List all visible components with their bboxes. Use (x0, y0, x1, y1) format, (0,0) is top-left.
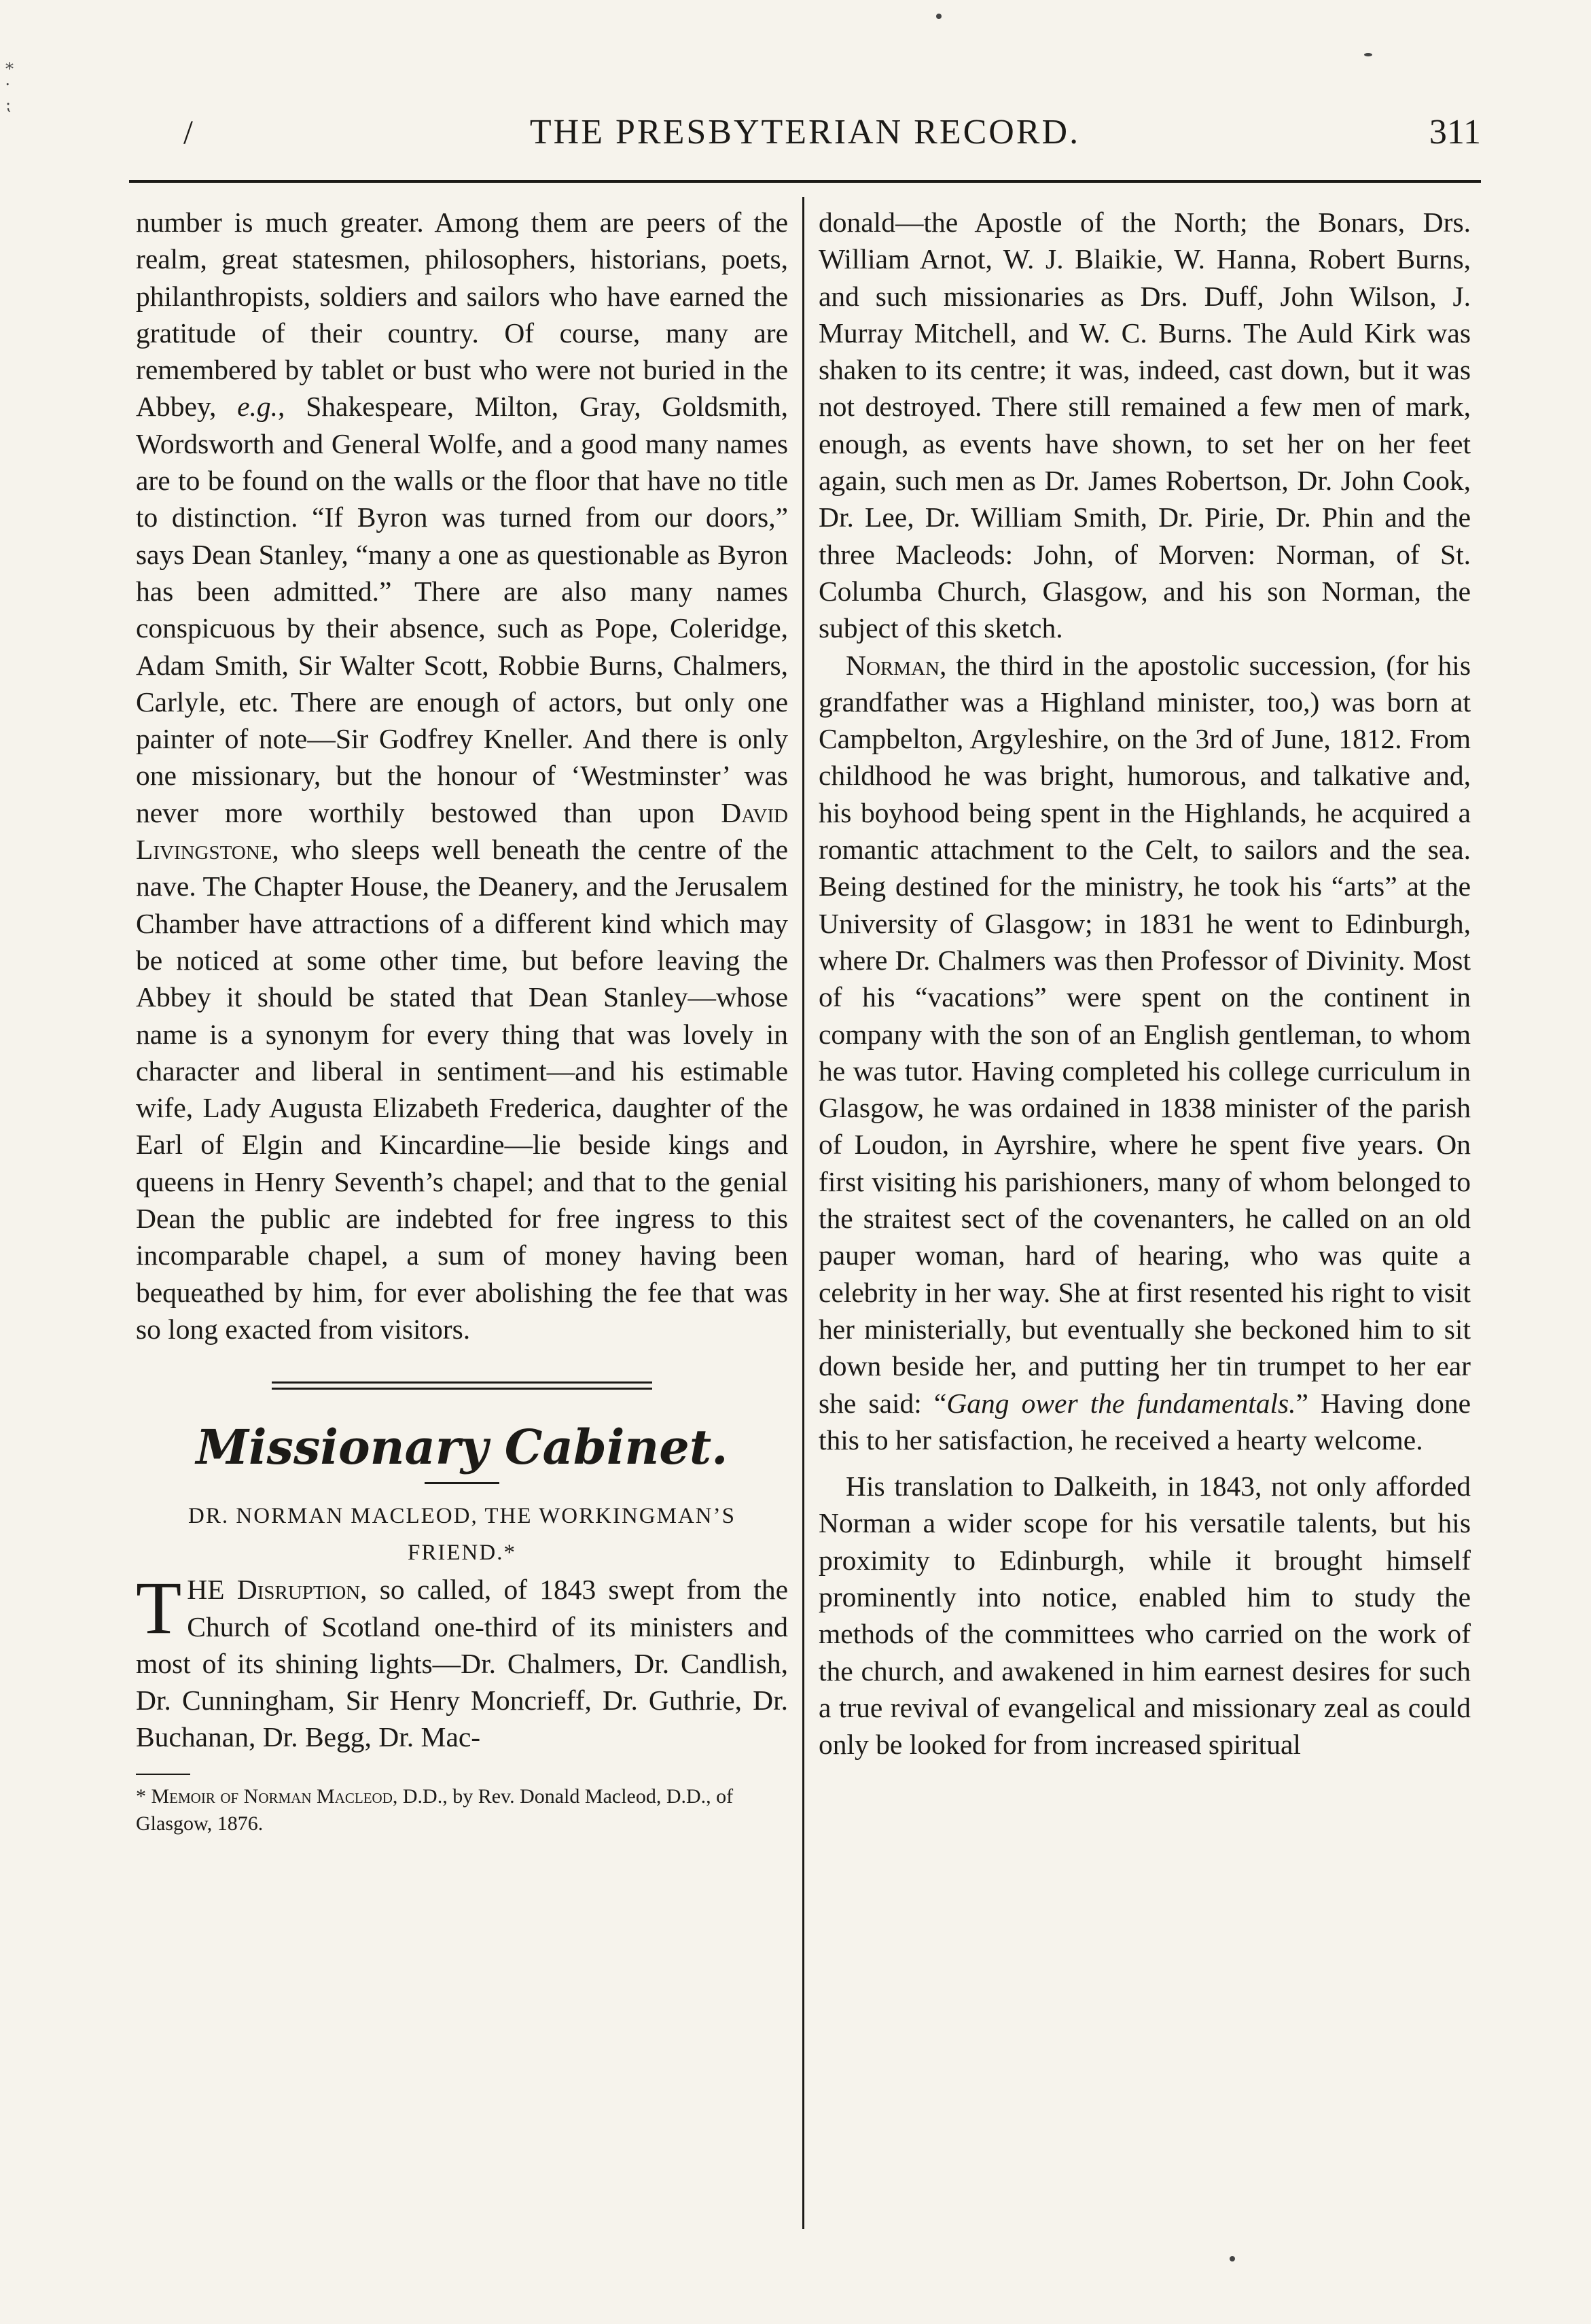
left-column (136, 204, 788, 1837)
article-paragraph: donald—the Apostle of the North; the Bonars, Drs. William Arnot, W. J. Blaikie, W. Hanna, Robert Burns, and such missionaries as Drs. Duff, John Wilson, J. Murray Mitchell, and W. C. Burns. The Auld Kirk was shaken to its centre; it was, indeed, cast down, but it was not destroyed. There still remained a few men of mark, enough, as events have shown, to set her on her feet again, such men as Dr. James Robertson, Dr. John Cook, Dr. Lee, Dr. William Smith, Dr. Pirie, Dr. Phin and the three Macleods: John, of Morven: Norman, of St. Columba Church, Glasgow, and his son Norman, the subject of this sketch. (819, 207, 1471, 644)
header-rule (129, 180, 1481, 183)
page-number: 311 (1429, 113, 1481, 152)
article-paragraph: Norman, the third in the apostolic succession, (for his grandfather was a Highland minister, too,) was born at Campbelton, Argyleshire, on the 3rd of June, 1812. From childhood he was bright, humorous, and talkative and, his boyhood being spent in the Highlands, he acquired a romantic attachment to the Celt, to sailors and the sea. Being destined for the ministry, he took his “arts” at the University of Glasgow; in 1831 he went to Edinburgh, where Dr. Chalmers was then Professor of Divinity. Most of his “vacations” were spent on the continent in company with the son of an English gentleman, to whom he was tutor. Having completed his college curriculum in Glasgow, he was ordained in 1838 minister of the parish of Loudon, in Ayrshire, where he spent five years. On first visiting his parishioners, many of whom belonged to the straitest sect of the covenanters, he called on an old pauper woman, hard of hearing, who was quite a celebrity in her way. She at first resented his right to visit her ministerially, but eventually she beckoned him to sit down beside her, and putting her tin trumpet to her ear she said: “Gang ower the fundamentals.” Having done this to her satisfaction, he received a hearty welcome. (819, 649, 1471, 1456)
article-paragraph: His translation to Dalkeith, in 1843, not only afforded Norman a wider scope for his versatile talents, but his proximity to Edinburgh, while it brought himself prominently into notice, enabled him to study the methods of the committees who carried on the work of the church, and awakened in him earnest desires for such a true revival of evangelical and missionary zeal as could only be looked for from increased spiritual (819, 1471, 1471, 1761)
article-subheading: DR. NORMAN MACLEOD, THE WORKINGMAN’S FRIEND.* (188, 1504, 736, 1566)
header-mark: / (183, 113, 193, 151)
running-title: THE PRESBYTERIAN RECORD. (529, 113, 1081, 152)
section-heading: Missionary Cabinet. (196, 1419, 728, 1476)
drop-cap: T (136, 1566, 182, 1650)
footnote-rule (136, 1774, 190, 1775)
right-column (819, 204, 1471, 1763)
article-paragraph: number is much greater. Among them are peers of the realm, great statesmen, philosophers, historians, poets, philanthropists, soldiers and sailors who have earned the gratitude of their country. Of course, many are remembered by tablet or bust who were not buried in the Abbey, e.g., Shakespeare, Milton, Gray, Goldsmith, Wordsworth and General Wolfe, and a good many names are to be found on the walls or the floor that have no title to distinction. “If Byron was turned from our doors,” says Dean Stanley, “many a one as questionable as Byron has been admitted.” There are also many names conspicuous by their absence, such as Pope, Coleridge, Adam Smith, Sir Walter Scott, Robbie Burns, Chalmers, Carlyle, etc. There are enough of actors, but only one painter of note—Sir Godfrey Kneller. And there is only one missionary, but the honour of ‘Westminster’ was never more worthily bestowed than upon David Livingstone, who sleeps well beneath the centre of the nave. The Chapter House, the Deanery, and the Jerusalem Chamber have attractions of a different kind which may be noticed at some other time, but before leaving the Abbey it should be stated that Dean Stanley—whose name is a synonym for every thing that was lovely in character and liberal in sentiment—and his estimable wife, Lady Augusta Elizabeth Frederica, daughter of the Earl of Elgin and Kincardine—lie beside kings and queens in Henry Seventh’s chapel; and that to the genial Dean the public are indebted for free ingress to this incomparable chapel, a sum of money having been bequeathed by him, for ever abolishing the fee that was so long exacted from visitors. (136, 207, 788, 1345)
margin-scan-marks: ⁎ ⸱ ⁏ (5, 56, 14, 114)
column-divider (802, 197, 804, 2229)
heading-short-rule (425, 1482, 499, 1484)
scan-speck (1364, 53, 1372, 56)
page-header (129, 112, 1481, 173)
section-double-rule (272, 1381, 652, 1390)
footnote: * Memoir of Norman Macleod, D.D., by Rev. Donald Macleod, D.D., of Glasgow, 1876. (136, 1784, 734, 1835)
scan-speck (1230, 2256, 1235, 2261)
scan-speck (936, 14, 942, 19)
article-opening-paragraph: THE Disruption, so called, of 1843 swept from the Church of Scotland one-third of its ministers and most of its shining lights—Dr. Chalmers, Dr. Candlish, Dr. Cunningham, Sir Henry Moncrieff, Dr. Guthrie, Dr. Buchanan, Dr. Begg, Dr. Mac- (136, 1566, 789, 1753)
